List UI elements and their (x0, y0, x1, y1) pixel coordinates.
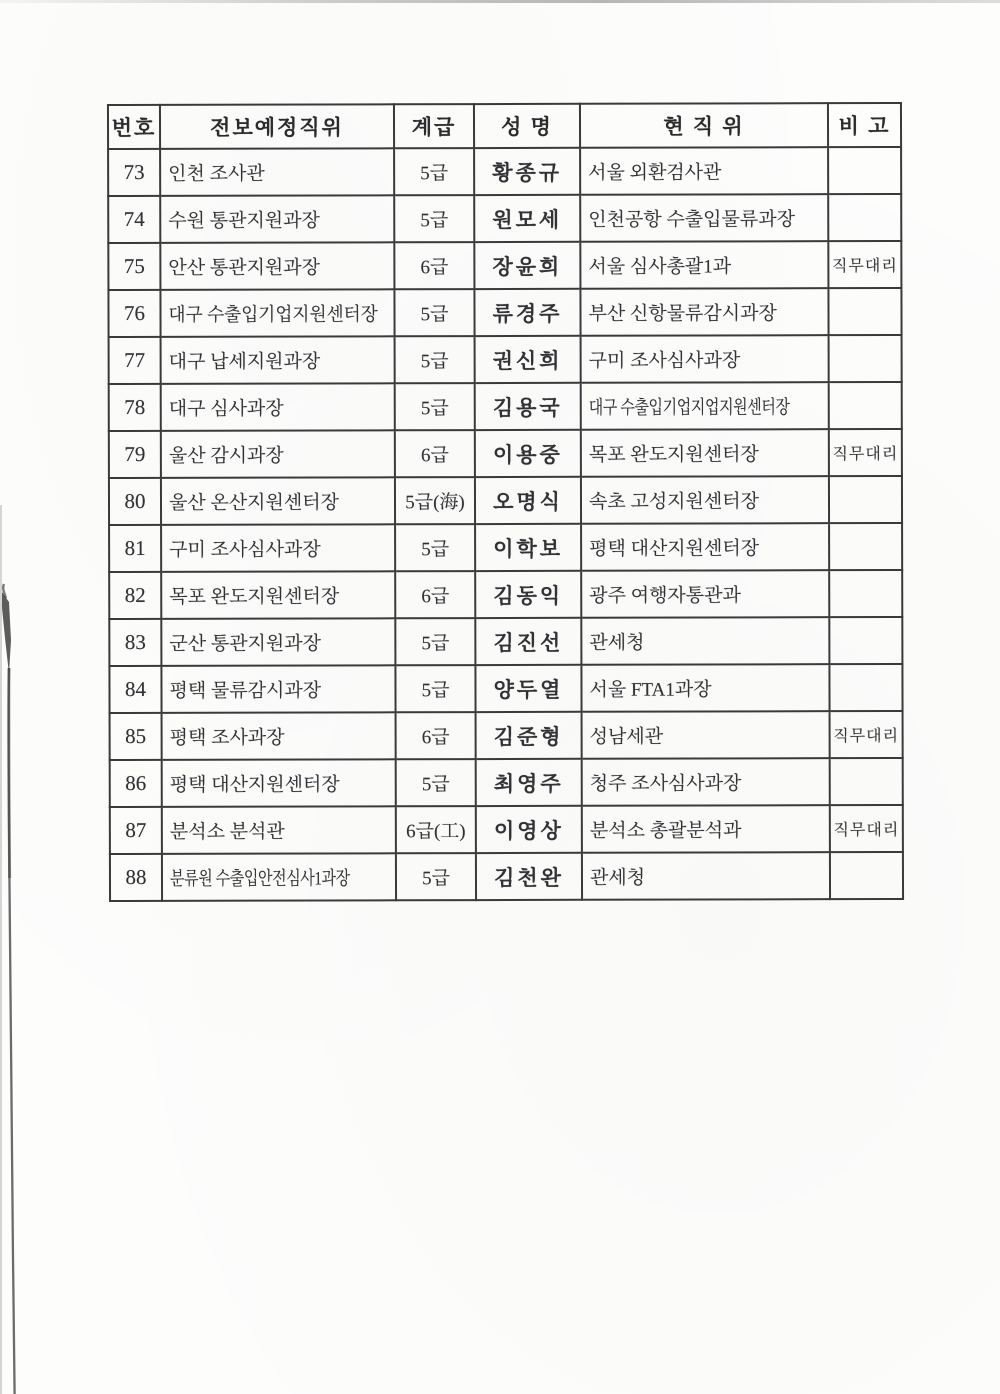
cell-new-position: 군산 통관지원과장 (161, 618, 395, 666)
cell-row-number: 79 (109, 431, 161, 478)
table-row (108, 194, 901, 243)
cell-row-number: 75 (108, 243, 160, 290)
cell-name: 김용국 (475, 383, 581, 430)
cell-rank: 5급 (396, 853, 476, 900)
cell-current-position: 부산 신항물류감시과장 (580, 288, 828, 336)
cell-current-position: 속초 고성지원센터장 (581, 476, 829, 524)
cell-new-position: 울산 감시과장 (161, 430, 395, 478)
table-body (108, 147, 903, 901)
table-header-row (108, 103, 901, 149)
cell-note (829, 382, 902, 429)
table-row (110, 852, 903, 901)
personnel-transfer-table (107, 102, 904, 902)
cell-rank: 5급 (395, 524, 475, 571)
cell-note (829, 617, 902, 664)
cell-row-number: 82 (109, 572, 161, 619)
cell-note (829, 523, 902, 570)
cell-current-position: 목포 완도지원센터장 (581, 429, 829, 477)
cell-new-position: 울산 온산지원센터장 (161, 477, 395, 525)
cell-name: 김준형 (476, 712, 582, 759)
cell-current-position: 관세청 (581, 617, 829, 665)
cell-row-number: 78 (109, 384, 161, 431)
table-row (110, 758, 903, 807)
cell-note (829, 664, 902, 711)
cell-name: 양두열 (475, 665, 581, 712)
cell-rank: 6급 (395, 430, 475, 477)
table-row (109, 476, 902, 525)
header-name: 성 명 (474, 104, 580, 148)
cell-current-position: 평택 대산지원센터장 (581, 523, 829, 571)
cell-rank: 5급 (394, 195, 474, 242)
cell-name: 최영주 (476, 759, 582, 806)
cell-name: 이학보 (475, 524, 581, 571)
cell-rank: 5급 (395, 665, 475, 712)
cell-note: 직무대리 (829, 429, 902, 476)
cell-new-position: 대구 심사과장 (161, 383, 395, 431)
cell-name: 오명식 (475, 477, 581, 524)
scan-crease-artifact (0, 578, 26, 1394)
cell-note (828, 147, 901, 194)
table-row (109, 335, 902, 384)
cell-new-position: 안산 통관지원과장 (160, 242, 394, 290)
cell-name: 김천완 (476, 853, 582, 900)
cell-new-position: 평택 조사과장 (162, 712, 396, 760)
header-note: 비 고 (828, 103, 901, 147)
scan-top-edge-shadow (0, 0, 1000, 3)
table-row (109, 429, 902, 478)
cell-note: 직무대리 (830, 711, 903, 758)
cell-rank: 5급 (395, 336, 475, 383)
table-row (108, 241, 901, 290)
cell-row-number: 74 (108, 196, 160, 243)
cell-current-position: 서울 FTA1과장 (581, 664, 829, 712)
cell-row-number: 80 (109, 478, 161, 525)
header-new-position: 전보예정직위 (160, 104, 394, 149)
cell-row-number: 88 (110, 854, 162, 901)
cell-row-number: 76 (108, 290, 160, 337)
header-row-number: 번호 (108, 105, 160, 149)
cell-rank: 5급 (394, 148, 474, 195)
cell-row-number: 77 (109, 337, 161, 384)
cell-row-number: 73 (108, 149, 160, 196)
cell-name: 황종규 (474, 148, 580, 195)
cell-new-position: 구미 조사심사과장 (161, 524, 395, 572)
cell-note (830, 758, 903, 805)
cell-new-position: 평택 대산지원센터장 (162, 759, 396, 807)
cell-rank: 6급(工) (396, 806, 476, 853)
cell-new-position: 평택 물류감시과장 (161, 665, 395, 713)
header-current-position: 현 직 위 (580, 103, 828, 148)
cell-new-position: 분류원 수출입안전심사1과장 (162, 853, 396, 901)
table-row (108, 147, 901, 196)
table-row (109, 570, 902, 619)
cell-note (830, 852, 903, 899)
table-row (110, 711, 903, 760)
cell-name: 장윤희 (474, 242, 580, 289)
cell-note (828, 288, 901, 335)
cell-rank: 6급 (394, 242, 474, 289)
cell-row-number: 87 (110, 807, 162, 854)
cell-row-number: 83 (109, 619, 161, 666)
cell-current-position: 광주 여행자통관과 (581, 570, 829, 618)
header-rank: 계급 (394, 104, 474, 148)
table-row (109, 523, 902, 572)
table-row (108, 288, 901, 337)
cell-note (829, 570, 902, 617)
cell-note: 직무대리 (828, 241, 901, 288)
cell-note (829, 476, 902, 523)
cell-current-position: 청주 조사심사과장 (582, 758, 830, 806)
cell-rank: 5급(海) (395, 477, 475, 524)
cell-current-position: 분석소 총괄분석과 (582, 805, 830, 853)
cell-name: 김진선 (475, 618, 581, 665)
cell-current-position: 대구 수출입기업지업지원센터장 (581, 382, 829, 430)
cell-new-position: 목포 완도지원센터장 (161, 571, 395, 619)
cell-current-position: 관세청 (582, 852, 830, 900)
cell-new-position: 대구 납세지원과장 (161, 336, 395, 384)
cell-rank: 5급 (396, 759, 476, 806)
cell-current-position: 인천공항 수출입물류과장 (580, 194, 828, 242)
cell-current-position: 서울 심사총괄1과 (580, 241, 828, 289)
cell-row-number: 86 (110, 760, 162, 807)
cell-current-position: 성남세관 (582, 711, 830, 759)
cell-name: 류경주 (474, 289, 580, 336)
cell-current-position: 구미 조사심사과장 (581, 335, 829, 383)
cell-row-number: 81 (109, 525, 161, 572)
cell-rank: 5급 (395, 383, 475, 430)
cell-note (828, 194, 901, 241)
cell-name: 권신희 (475, 336, 581, 383)
scan-left-edge-line (0, 505, 2, 1394)
cell-rank: 5급 (394, 289, 474, 336)
cell-row-number: 84 (109, 666, 161, 713)
cell-name: 이영상 (476, 806, 582, 853)
cell-rank: 5급 (395, 618, 475, 665)
table-row (109, 382, 902, 431)
table-row (110, 805, 903, 854)
cell-new-position: 대구 수출입기업지원센터장 (160, 289, 394, 337)
table-row (109, 664, 902, 713)
cell-name: 김동익 (475, 571, 581, 618)
cell-current-position: 서울 외환검사관 (580, 147, 828, 195)
cell-note: 직무대리 (830, 805, 903, 852)
table-row (109, 617, 902, 666)
cell-name: 원모세 (474, 195, 580, 242)
cell-note (829, 335, 902, 382)
cell-name: 이용중 (475, 430, 581, 477)
cell-new-position: 수원 통관지원과장 (160, 195, 394, 243)
cell-row-number: 85 (110, 713, 162, 760)
cell-new-position: 인천 조사관 (160, 148, 394, 196)
cell-rank: 6급 (395, 571, 475, 618)
cell-new-position: 분석소 분석관 (162, 806, 396, 854)
cell-rank: 6급 (396, 712, 476, 759)
